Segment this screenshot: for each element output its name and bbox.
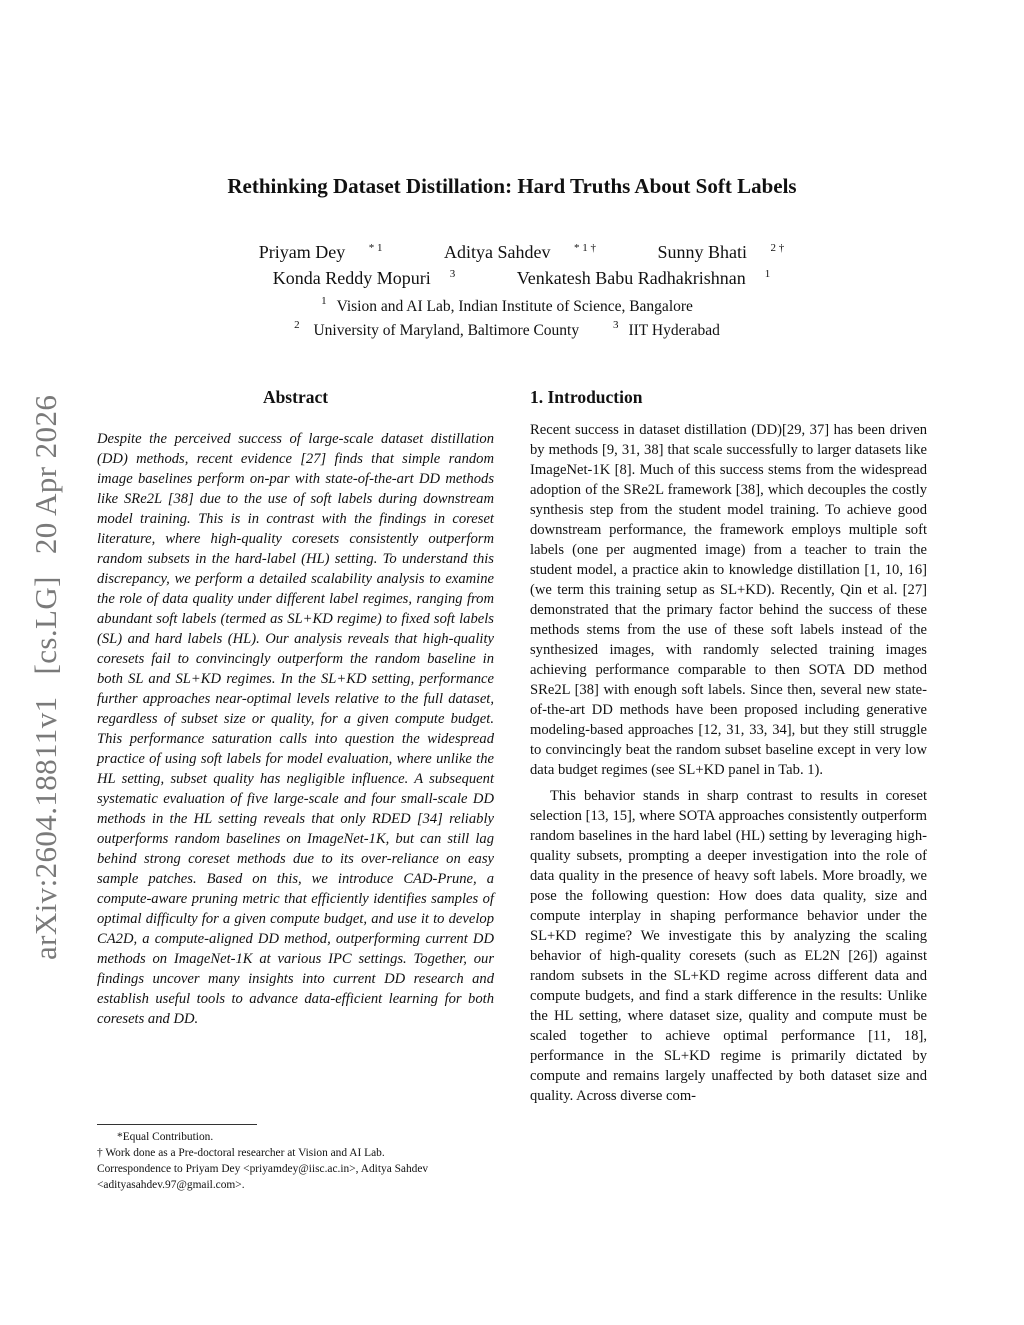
footnote-predoc: † Work done as a Pre-doctoral researcher at Vision and AI Lab. <box>97 1147 385 1159</box>
arxiv-id: arXiv:2604.18811v1 <box>28 696 63 960</box>
author: Priyam Dey $^{* 1}$ <box>258 242 383 262</box>
affiliation: $^3$ IIT Hyderabad <box>612 319 720 339</box>
author: Konda Reddy Mopuri $^3$ <box>272 268 456 288</box>
author-list <box>0 239 1024 291</box>
paper-title: Rethinking Dataset Distillation: Hard Truths About Soft Labels <box>227 174 797 198</box>
footnote-equal-contribution: *Equal Contribution. <box>117 1131 214 1143</box>
affiliation: $^1$ Vision and AI Lab, Indian Institute of Science, Bangalore <box>321 295 693 315</box>
arxiv-identifier-stamp <box>26 360 66 960</box>
affiliation-list <box>0 295 1024 343</box>
introduction-paragraph-1: Recent success in dataset distillation (DD)[29, 37] has been driven by methods [9, 31, 38] that scale successfully to larger datasets like ImageNet-1K [8]. Much of this success stems from the widespread adoption of the SRe2L framework [38], which decouples the costly synthesis step from the student model training. To achieve good downstream performance, the framework employs multiple soft labels (one per augmented image) from a teacher to train the student model, a practice akin to knowledge distillation [1, 10, 16] (we term this training setup as SL+KD). Recently, Qin et al. [27] demonstrated that the primary factor behind the success of these methods stems from the use of these soft labels instead of the synthesized images, with randomly selected training images achieving performance comparable to then SOTA DD method SRe2L [38] with enough soft labels. Since then, several new state-of-the-art DD methods have been proposed including generative modeling-based approaches [12, 31, 33, 34], but they still struggle to convincingly beat the random subset baseline except in very low data budget regimes (see SL+KD panel in Tab. 1). <box>530 422 927 778</box>
footnote-correspondence: Correspondence to Priyam Dey <priyamdey@iisc.ac.in>, Aditya Sahdev <adityasahdev.97@gmail.com>. <box>97 1163 429 1191</box>
left-column <box>97 386 494 1029</box>
author: Aditya Sahdev $^{* 1 \dagger}$ <box>443 242 596 262</box>
arxiv-date: 20 Apr 2026 <box>28 394 63 555</box>
abstract-heading: Abstract <box>262 387 329 407</box>
author: Venkatesh Babu Radhakrishnan $^1$ <box>516 268 771 288</box>
right-column <box>530 386 927 1106</box>
arxiv-category: [cs.LG] <box>28 576 63 675</box>
introduction-heading: 1. Introduction <box>530 387 643 407</box>
author: Sunny Bhati $^{2 \dagger}$ <box>657 242 785 262</box>
footnotes <box>97 1124 497 1193</box>
introduction-paragraph-2: This behavior stands in sharp contrast to results in coreset selection [13, 15], where SOTA approaches consistently outperform random baselines in the hard label (HL) setting by leveraging high-quality subsets, prompting a deeper investigation into the role of data quality in the presence of heavy soft labels. More broadly, we pose the following question: How does data quality, size and compute interplay in shaping performance behavior under the SL+KD regime? We investigate this by analyzing the scaling behavior of high-quality coresets (such as EL2N [26]) against random subsets in the SL+KD regime across different data and compute budgets, and find a stark difference in the results: Unlike the HL setting, where dataset size, quality and compute must be scaled together to achieve optimal performance [11, 18], performance in the SL+KD regime is primarily dictated by compute and remains largely unaffected by both dataset size and quality. Across diverse com- <box>530 788 927 1104</box>
footnote-divider <box>97 1124 257 1125</box>
abstract-text: Despite the perceived success of large-scale dataset distillation (DD) methods, recent evidence [27] finds that simple random image baselines perform on-par with state-of-the-art DD methods like SRe2L [38] due to the use of soft labels during downstream model training. This is in contrast with the findings in coreset literature, where high-quality coresets consistently outperform random subsets in the hard-label (HL) setting. To understand this discrepancy, we perform a detailed scalability analysis to examine the role of data quality under different label regimes, ranging from abundant soft labels (termed as SL+KD regime) to fixed soft labels (SL) and hard labels (HL). Our analysis reveals that high-quality coresets fail to convincingly outperform the random baseline in both SL and SL+KD regimes. In the SL+KD setting, performance further approaches near-optimal levels relative to the full dataset, regardless of subset size or quality, for a given compute budget. This performance saturation calls into question the widespread practice of using soft labels for model evaluation, where unlike the HL setting, subset quality has negligible influence. A subsequent systematic evaluation of five large-scale and four small-scale DD methods in the HL setting reveals that only RDED [34] reliably outperforms random baselines on ImageNet-1K, but can still lag behind strong coreset methods due to its over-reliance on easy sample patches. Based on this, we introduce CAD-Prune, a compute-aware pruning metric that efficiently identifies samples of optimal difficulty for a given compute budget, and use it to develop CA2D, a compute-aligned DD method, outperforming current DD methods on ImageNet-1K at various IPC settings. Together, our findings uncover many insights into current DD research and establish useful tools to advance data-efficient learning for both coresets and DD. <box>97 431 494 1027</box>
affiliation: $^2$ University of Maryland, Baltimore County <box>294 319 580 339</box>
